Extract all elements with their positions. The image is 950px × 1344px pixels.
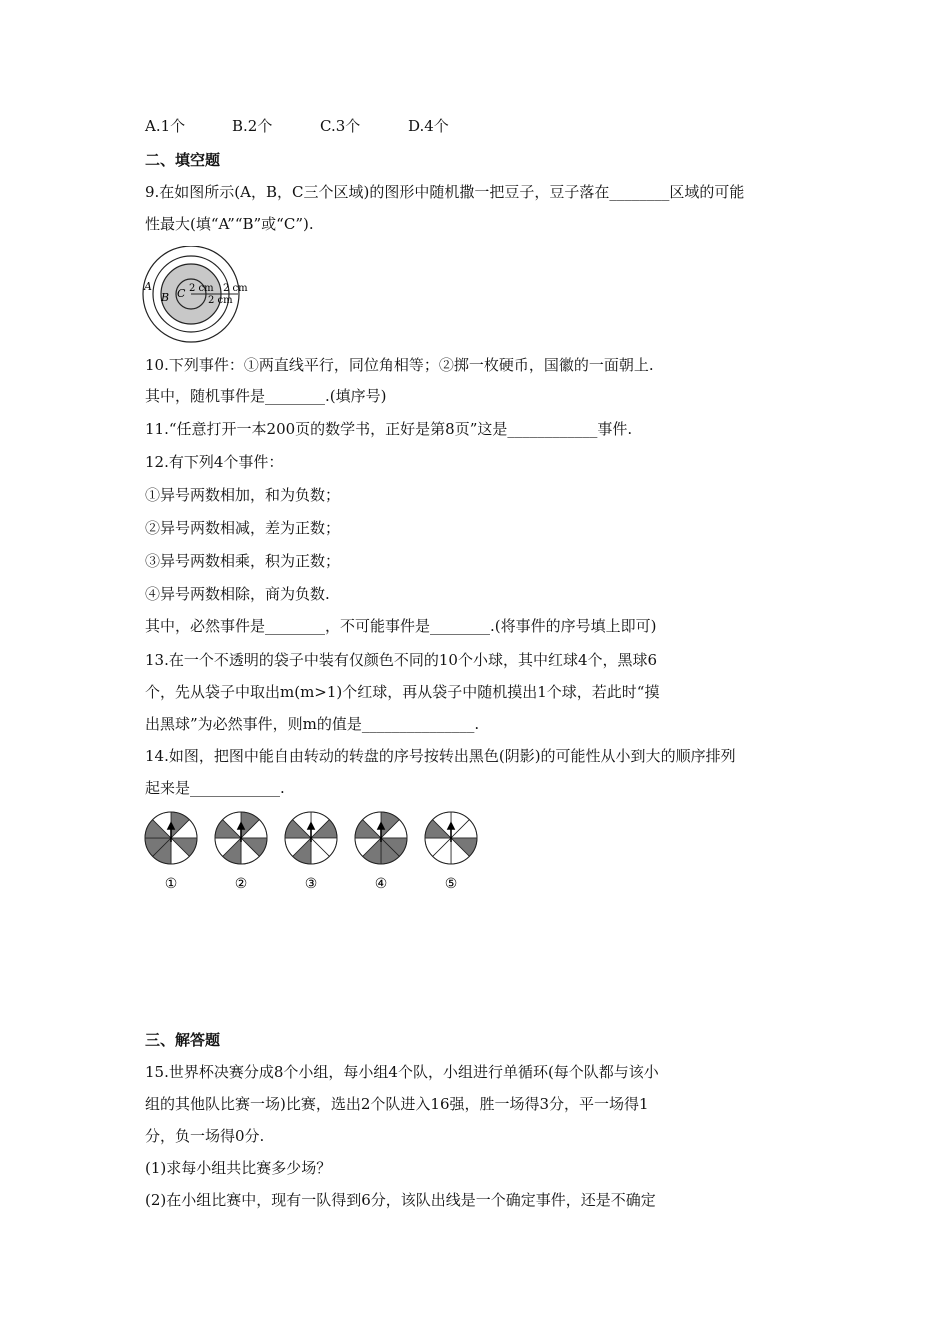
section-heading-solutions: 三、解答题	[145, 1031, 221, 1049]
spinner-3	[285, 812, 337, 892]
label-b: B	[161, 291, 170, 304]
label-radius-outer: 2 cm	[223, 283, 248, 294]
q13-line-3: 出黑球”为必然事件，则m的值是_______________.	[145, 715, 480, 733]
spinner-label: ①	[164, 876, 178, 892]
concentric-circles-figure	[140, 246, 260, 346]
q15-line-1: 15.世界杯决赛分成8个小组，每小组4个队，小组进行单循环(每个队都与该小	[145, 1063, 659, 1081]
q10-line-1: 10.下列事件：①两直线平行，同位角相等；②掷一枚硬币，国徽的一面朝上.	[145, 356, 654, 374]
spinner-2	[215, 812, 267, 892]
q15-line-4: (1)求每小组共比赛多少场？	[145, 1159, 332, 1177]
q12-item-2: ②异号两数相减，差为正数；	[145, 519, 341, 537]
q12-item-4: ④异号两数相除，商为负数.	[145, 585, 330, 603]
section-heading-fill-in: 二、填空题	[145, 151, 221, 169]
label-radius-middle: 2 cm	[208, 295, 233, 306]
option-d: D.4个	[408, 117, 449, 135]
q14-line-2: 起来是____________.	[145, 779, 285, 797]
q9-line-1: 9.在如图所示(A，B，C三个区域)的图形中随机撒一把豆子，豆子落在________区域的可能	[145, 183, 745, 201]
option-c: C.3个	[320, 117, 361, 135]
q15-line-5: (2)在小组比赛中，现有一队得到6分，该队出线是一个确定事件，还是不确定	[145, 1191, 656, 1209]
q10-line-2: 其中，随机事件是________.(填序号)	[145, 387, 387, 405]
q11-line-1: 11.“任意打开一本200页的数学书，正好是第8页”这是____________事件.	[145, 420, 633, 438]
q13-line-2: 个，先从袋子中取出m(m>1)个红球，再从袋子中随机摸出1个球，若此时“摸	[145, 683, 660, 701]
spinner-4	[355, 812, 407, 892]
q15-line-2: 组的其他队比赛一场)比赛，选出2个队进入16强，胜一场得3分，平一场得1	[145, 1095, 649, 1113]
spinner-label: ⑤	[444, 876, 458, 892]
spinner-label: ③	[304, 876, 318, 892]
spinner-5	[425, 812, 477, 892]
spinner-label: ④	[374, 876, 388, 892]
spinner-1	[145, 812, 197, 892]
label-a: A	[144, 280, 152, 293]
label-radius-inner: 2 cm	[189, 283, 214, 294]
q13-line-1: 13.在一个不透明的袋子中装有仅颜色不同的10个小球，其中红球4个，黑球6	[145, 651, 658, 669]
q12-item-3: ③异号两数相乘，积为正数；	[145, 552, 341, 570]
option-b: B.2个	[232, 117, 273, 135]
spinner-label: ②	[234, 876, 248, 892]
label-c: C	[177, 287, 186, 300]
q9-line-2: 性最大(填“A”“B”或“C”).	[145, 215, 314, 233]
q12-line-1: 12.有下列4个事件：	[145, 453, 284, 471]
spinners-figure	[140, 806, 490, 896]
q14-line-1: 14.如图，把图中能自由转动的转盘的序号按转出黑色(阴影)的可能性从小到大的顺序排列	[145, 747, 736, 765]
q12-line-6: 其中，必然事件是________，不可能事件是________.(将事件的序号填上即可)	[145, 617, 657, 635]
q15-line-3: 分，负一场得0分.	[145, 1127, 265, 1145]
option-a: A.1个	[145, 117, 186, 135]
q12-item-1: ①异号两数相加，和为负数；	[145, 486, 341, 504]
